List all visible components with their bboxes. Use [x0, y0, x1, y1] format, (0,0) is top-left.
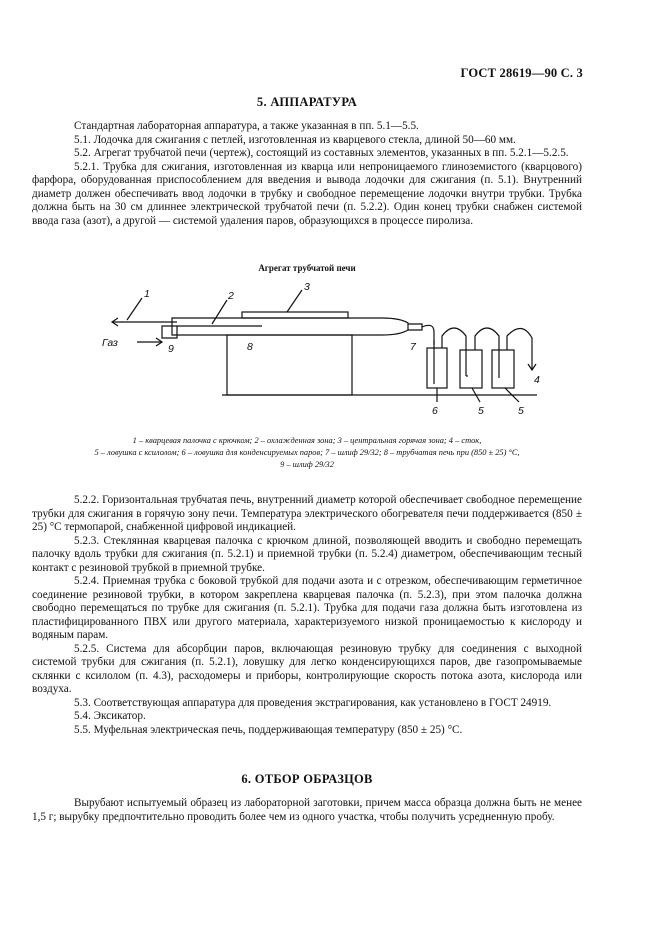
paragraph: 5.1. Лодочка для сжигания с петлей, изготовленная из кварцевого стекла, длиной 50—60 мм. [74, 133, 516, 146]
label-7: 7 [410, 341, 416, 353]
apparatus-paragraphs [32, 494, 582, 737]
label-gas: Газ [102, 337, 118, 349]
caption-line: 5 – ловушка с ксилолом; 6 – ловушка для конденсируемых паров; 7 – шлиф 29/32; 8 – трубчатая печь при (850 ± 25) °С, [94, 448, 520, 458]
section-6-title: 6. ОТБОР ОБРАЗЦОВ [241, 772, 373, 786]
section-6 [32, 772, 582, 787]
paragraph: Вырубают испытуемый образец из лабораторной заготовки, причем масса образца должна быть не менее 1,5 г; вырубку предпочтительно проводить более чем из одного участка, чтобы получить усредненную пробу. [32, 797, 582, 823]
page-header: ГОСТ 28619—90 С. 3 [460, 66, 583, 80]
caption-line: 1 – кварцевая палочка с крючком; 2 – охлажденная зона; 3 – центральная горячая зона; 4 – сток, [132, 436, 482, 445]
label-8: 8 [247, 341, 253, 353]
outlet-tube [422, 325, 434, 345]
section-5-title: 5. АППАРАТУРА [256, 95, 358, 109]
label-3: 3 [304, 281, 310, 293]
section-5 [32, 95, 582, 110]
label-5a: 5 [478, 405, 484, 417]
caption-line: 9 – шлиф 29/32 [280, 460, 334, 470]
paragraph: 5.5. Муфельная электрическая печь, поддерживающая температуру (850 ± 25) °С. [74, 723, 463, 736]
tube-furnace [227, 335, 352, 395]
ground-joint-9 [162, 326, 177, 338]
ground-joint-7 [408, 324, 422, 330]
section-5-paragraphs [32, 120, 582, 228]
figure-title: Агрегат трубчатой печи [258, 263, 356, 273]
paragraph: 5.2.3. Стеклянная кварцевая палочка с крючком длиной, позволяющей вводить и свободно перемещать палочку вдоль трубки для сжигания (п. 5.2.1) и приемной трубки (п. 5.2.4) диаметром, обеспечивающим тесный контакт с резиновой трубкой в приемной трубке. [32, 534, 582, 574]
figure-caption [32, 435, 582, 472]
paragraph: 5.2. Агрегат трубчатой печи (чертеж), состоящий из составных элементов, указанных в пп. 5.2.1—5.2.5. [74, 147, 569, 159]
section-6-paragraphs [32, 797, 582, 824]
tube-furnace-diagram [82, 280, 542, 430]
label-1: 1 [144, 288, 150, 300]
hot-zone-block [242, 312, 348, 318]
condensable-trap [427, 348, 447, 388]
xylene-trap-a [460, 350, 482, 388]
paragraph: 5.4. Эксикатор. [74, 710, 146, 722]
label-6: 6 [432, 405, 438, 417]
paragraph: 5.2.1. Трубка для сжигания, изготовленная из кварца или непроницаемого глиноземистого (кварцового) фарфора, оборудованная приспособлением для введения и вывода лодочки для сжигания (п. 5.1). Внутренний диаметр должен обеспечивать ввод лодочки в трубку и свободное перемещение лодочки внутри трубки. Трубка должна быть на 30 см длиннее электрической трубчатой печи (п. 5.2.2). Один конец трубки снабжен системой ввода газа (азот), а другой — системой удаления паров, образующихся в процессе пиролиза. [32, 160, 582, 227]
paragraph: 5.2.2. Горизонтальная трубчатая печь, внутренний диаметр которой обеспечивает свободное перемещение трубки для сжигания в горячую зону печи. Температура электрического обогревателя печи поддерживается (850 ± 25) °С термопарой, снабженной цифровой индикацией. [32, 494, 582, 533]
label-5b: 5 [518, 405, 524, 417]
paragraph: 5.2.5. Система для абсорбции паров, включающая резиновую трубку для соединения с выходной системой трубки для сжигания (п. 5.2.1), ловушку для легко конденсирующихся паров, две газопромываемые склянки с ксилолом (п. 4.3), расходомеры и приборы, контролирующие скорость потока азота, кислорода или воздуха. [32, 642, 582, 695]
paragraph: Стандартная лабораторная аппаратура, а также указанная в пп. 5.1—5.5. [74, 120, 419, 132]
label-2: 2 [228, 290, 234, 302]
xylene-trap-b [492, 350, 514, 388]
paragraph: 5.3. Соответствующая аппаратура для проведения экстрагирования, как установлено в ГОСТ 24919. [74, 696, 552, 709]
label-9: 9 [168, 343, 174, 355]
paragraph: 5.2.4. Приемная трубка с боковой трубкой для подачи азота и с отрезком, обеспечивающим герметичное соединение резиновой трубки, в котором закреплена кварцевая палочка (п. 5.2.3), при этом палочка должна свободно перемещаться по трубке для сжигания (п. 5.2.1). Трубка для подачи газа должна быть изготовлена из пластифицированного ПВХ или другого материала, характеризуемого низкой проницаемостью к кислороду и водяным парам. [32, 575, 582, 641]
label-4: 4 [534, 374, 540, 386]
